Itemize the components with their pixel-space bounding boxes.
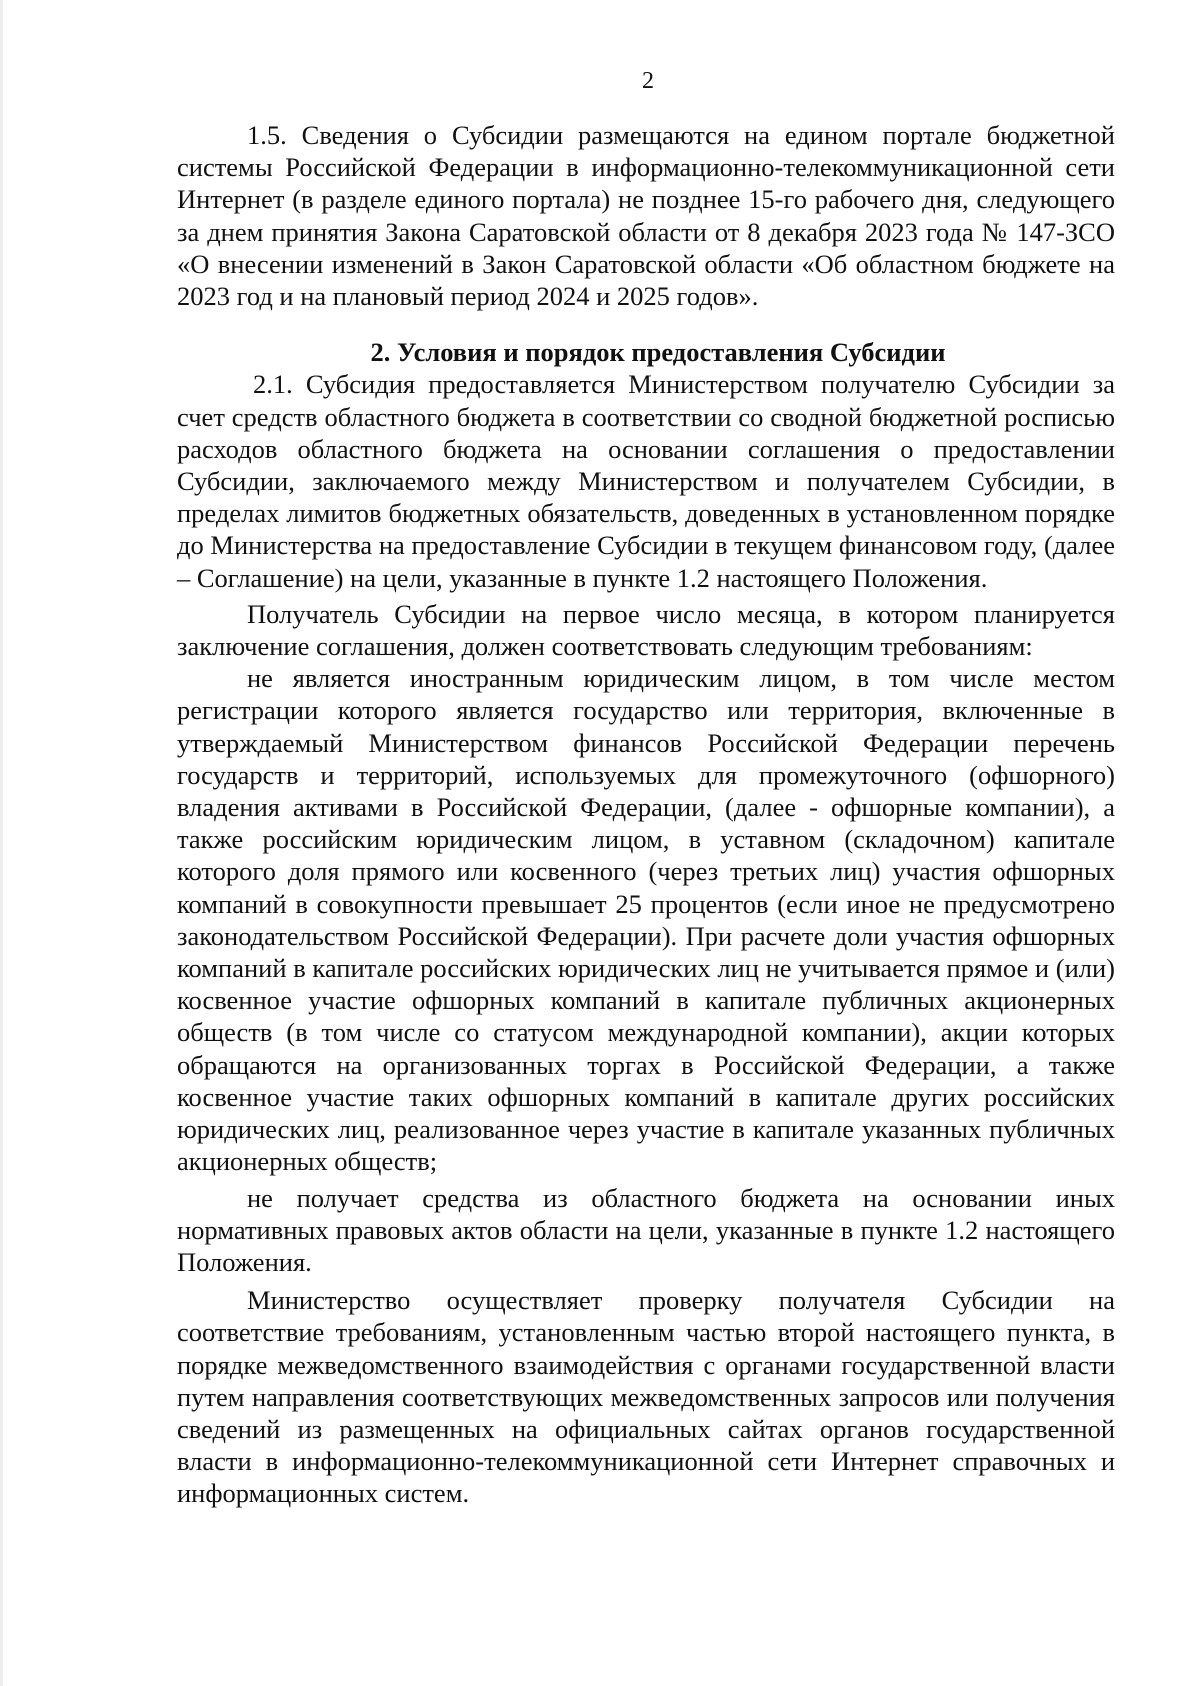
paragraph-2-1: 2.1. Субсидия предоставляется Министерством получателю Субсидии за счет средств областного бюджета в соответствии со сводной бюджетной росписью расходов областного бюджета на основании соглашения о предоставлении Субсидии, заключаемого между Министерством и получателем Субсидии, в пределах лимитов бюджетных обязательств, доведенных в установленном порядке до Министерства на предоставление Субсидии в текущем финансовом году, (далее – Соглашение) на цели, указанные в пункте 1.2 настоящего Положения. (177, 369, 1115, 593)
page-number: 2 (642, 68, 654, 94)
paragraph-1-5: 1.5. Сведения о Субсидии размещаются на едином портале бюджетной системы Российской Федерации в информационно-телекоммуникационной сети Интернет (в разделе единого портала) не позднее 15-го рабочего дня, следующего за днем принятия Закона Саратовской области от 8 декабря 2023 года № 147-ЗСО «О внесении изменений в Закон Саратовской области «Об областном бюджете на 2023 год и на плановый период 2024 и 2025 годов». (177, 120, 1115, 312)
document-body (177, 119, 1115, 1510)
paragraph-no-other-funds: не получает средства из областного бюджета на основании иных нормативных правовых актов области на цели, указанные в пункте 1.2 настоящего Положения. (177, 1182, 1115, 1277)
paragraph-requirements: Получатель Субсидии на первое число месяца, в котором планируется заключение соглашения, должен соответствовать следующим требованиям: (177, 598, 1115, 662)
paragraph-offshore-requirement: не является иностранным юридическим лицом, в том числе местом регистрации которого является государство или территория, включенные в утверждаемый Министерством финансов Российской Федерации перечень государств и территорий, используемых для промежуточного (офшорного) владения активами в Российской Федерации, (далее - офшорные компании), а также российским юридическим лицом, в уставном (складочном) капитале которого доля прямого или косвенного (через третьих лиц) участия офшорных компаний в совокупности превышает 25 процентов (если иное не предусмотрено законодательством Российской Федерации). При расчете доли участия офшорных компаний в капитале российских юридических лиц не учитывается прямое и (или) косвенное участие офшорных компаний в капитале публичных акционерных обществ (в том числе со статусом международной компании), акции которых обращаются на организованных торгах в Российской Федерации, а также косвенное участие таких офшорных компаний в капитале других российских юридических лиц, реализованное через участие в капитале указанных публичных акционерных обществ; (177, 663, 1115, 1177)
paragraph-ministry-check: Министерство осуществляет проверку получателя Субсидии на соответствие требованиям, установленным частью второй настоящего пункта, в порядке межведомственного взаимодействия с органами государственной власти путем направления соответствующих межведомственных запросов или получения сведений из размещенных на официальных сайтах органов государственной власти в информационно-телекоммуникационной сети Интернет справочных и информационных систем. (177, 1285, 1115, 1509)
section-2-heading: 2. Условия и порядок предоставления Субсидии (370, 337, 946, 368)
